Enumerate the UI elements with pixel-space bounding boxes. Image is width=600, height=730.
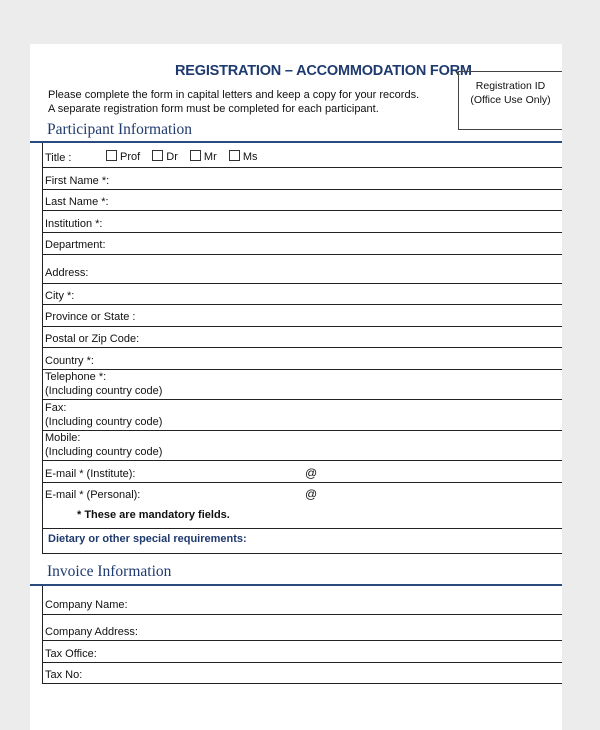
registration-id-label: Registration ID [475,80,546,92]
first-name-field[interactable] [42,168,562,190]
department-field[interactable] [42,233,562,255]
title-option-label: Mr [203,151,217,163]
email-personal-field[interactable] [42,483,562,504]
title-option-label: Ms [242,151,258,163]
tax-no-label: Tax No: [45,669,83,681]
title-options [106,150,266,163]
company-name-field[interactable] [42,586,562,615]
city-field[interactable] [42,284,562,305]
mobile-field[interactable] [42,431,562,461]
address-label: Address: [45,267,89,279]
instruction-line-1: Please complete the form in capital letters and keep a copy for your records. [48,89,420,101]
last-name-label: Last Name *: [45,196,109,208]
telephone-field[interactable] [42,370,562,400]
title-option-dr[interactable] [152,150,178,163]
telephone-label: Telephone *: [45,371,107,383]
checkbox-icon[interactable] [152,150,163,161]
invoice-heading: Invoice Information [47,563,172,580]
department-label: Department: [45,239,106,251]
company-address-field[interactable] [42,615,562,641]
email-personal-label: E-mail * (Personal): [45,489,141,501]
postal-code-label: Postal or Zip Code: [45,333,140,345]
office-use-label: (Office Use Only) [470,94,551,106]
country-field[interactable] [42,348,562,370]
fax-hint: (Including country code) [45,416,163,428]
mobile-hint: (Including country code) [45,446,163,458]
mobile-label: Mobile: [45,432,81,444]
checkbox-icon[interactable] [190,150,201,161]
title-option-prof[interactable] [106,150,140,163]
title-row [42,143,562,168]
instruction-line-2: A separate registration form must be completed for each participant. [48,103,379,115]
province-label: Province or State : [45,311,136,323]
tax-no-field[interactable] [42,663,562,684]
title-label: Title : [45,152,72,164]
title-option-ms[interactable] [229,150,258,163]
institution-field[interactable] [42,211,562,233]
telephone-hint: (Including country code) [45,385,163,397]
postal-code-field[interactable] [42,327,562,348]
country-label: Country *: [45,355,94,367]
checkbox-icon[interactable] [106,150,117,161]
company-address-label: Company Address: [45,626,138,638]
last-name-field[interactable] [42,190,562,211]
checkbox-icon[interactable] [229,150,240,161]
form-title: REGISTRATION – ACCOMMODATION FORM [175,63,472,79]
tax-office-field[interactable] [42,641,562,663]
address-field[interactable] [42,255,562,284]
title-option-mr[interactable] [190,150,217,163]
tax-office-label: Tax Office: [45,648,97,660]
participant-heading: Participant Information [47,121,193,138]
fax-label: Fax: [45,402,67,414]
at-sign: @ [305,466,318,480]
fax-field[interactable] [42,400,562,431]
at-sign: @ [305,487,318,501]
mandatory-note: * These are mandatory fields. [77,509,230,521]
institution-label: Institution *: [45,218,103,230]
dietary-label: Dietary or other special requirements: [48,533,247,545]
email-institute-label: E-mail * (Institute): [45,468,136,480]
form-page [30,44,562,730]
title-option-label: Prof [120,151,141,163]
title-option-label: Dr [166,151,178,163]
city-label: City *: [45,290,75,302]
email-institute-field[interactable] [42,461,562,483]
province-field[interactable] [42,305,562,327]
first-name-label: First Name *: [45,175,110,187]
company-name-label: Company Name: [45,599,128,611]
registration-id-box [458,71,562,130]
